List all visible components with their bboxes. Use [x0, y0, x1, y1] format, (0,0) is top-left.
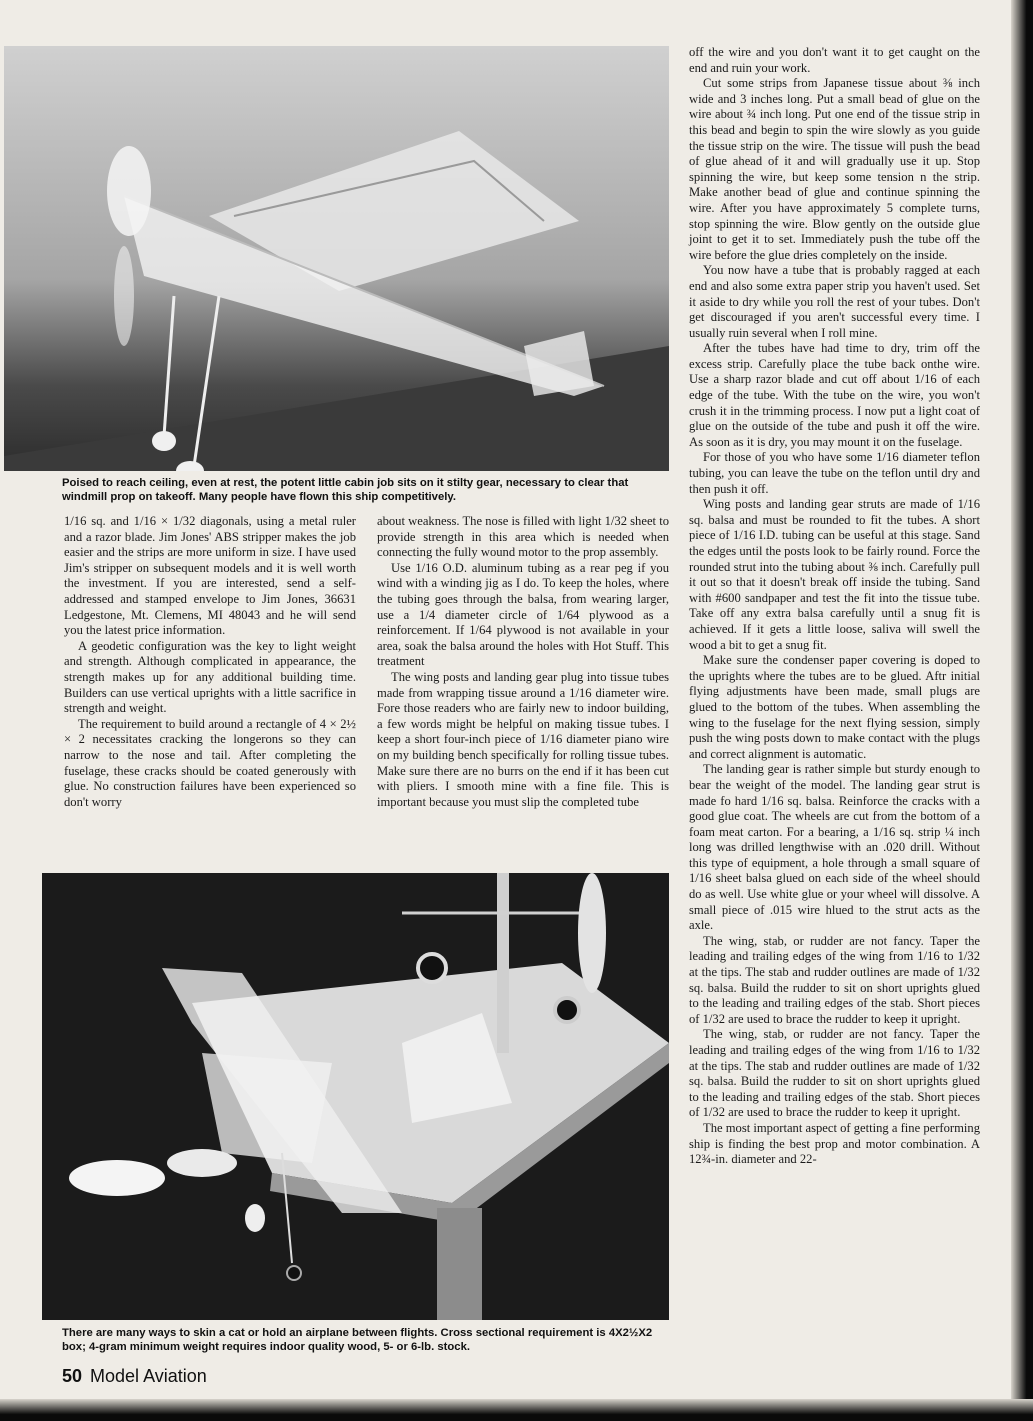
- paragraph: After the tubes have had time to dry, trim off the excess strip. Carefully place the tube back onthe wire. Use a sharp razor blade and cut off about 1/16 of each edge of the tube. With the tube on the wire, you won't crush it in the trimming process. I now put a light coat of glue on the outside of the tube and push it off the wire. As soon as it is dry, you may mount it on the fuselage.: [689, 341, 980, 449]
- paragraph: Use 1/16 O.D. aluminum tubing as a rear peg if you wind with a winding jig as I do. To keep the holes, where the tubing goes through the balsa, from wearing larger, use a 1/4 diameter circle of 1/64 plywood as a reinforcement. If 1/64 plywood is not available in your area, soak the balsa around the holes with Hot Stuff. This treatment: [377, 560, 669, 669]
- top-photo-illustration: [4, 46, 669, 471]
- paragraph: The requirement to build around a rectangle of 4 × 2½ × 2 necessitates cracking the longerons so they can narrow to the nose and tail. After completing the fuselage, these cracks should be coated generously with glue. No construction failures have been experienced so don't worry: [64, 716, 356, 809]
- page-shadow-bottom: [0, 1399, 1033, 1421]
- paragraph: The landing gear is rather simple but sturdy enough to bear the weight of the model. The landing gear strut is made fo hard 1/16 sq. balsa. Reinforce the cracks with a good glue coat. The wheels are cut from the bottom of a foam meat carton. For a bearing, a 1/16 sq. strip ¼ inch long was drilled lengthwise with an .020 drill. Without this type of equipment, a hole through a small square of 1/16 sheet balsa glued on each side of the wheel should do as well. Use white glue or your wheel will dissolve. A small piece of .015 wire hlued to the strut acts as the axle.: [689, 762, 980, 933]
- paragraph: The wing, stab, or rudder are not fancy. Taper the leading and trailing edges of the wing from 1/16 to 1/32 at the tips. The stab and rudder outlines are made of 1/32 sq. balsa. Build the rudder to sit on short uprights glued to the leading and trailing edges of the stab. Short pieces of 1/32 are used to brace the rudder to keep it upright.: [689, 933, 980, 1026]
- paragraph: Cut some strips from Japanese tissue about ⅜ inch wide and 3 inches long. Put a small bead of glue on the wire about ¾ inch long. Put one end of the tissue strip in this bead and begin to spin the wire slowly as you guide the tissue strip on the wire. The tissue will push the bead of glue ahead of it and will gradually use it up. Stop spinning the wire, but keep some tension n the strip. Make another bead of glue and continue spinning the wire. After you have approximately 5 complete turns, stop spinning the wire. Blow gently on the outside glue joint to get it to set. Immediately push the tube off the wire before the glue dries completely on the inside.: [689, 76, 980, 262]
- page-shadow-right: [1011, 0, 1033, 1421]
- bottom-photo: [42, 873, 669, 1320]
- paragraph: For those of you who have some 1/16 diameter teflon tubing, you can leave the tube on the teflon until dry and then push it off.: [689, 450, 980, 496]
- paragraph: about weakness. The nose is filled with light 1/32 sheet to provide strength in this area which is needed when connecting the fully wound motor to the prop assembly.: [377, 514, 669, 560]
- paragraph: The wing, stab, or rudder are not fancy. Taper the leading and trailing edges of the wing from 1/16 to 1/32 at the tips. The stab and rudder outlines are made of 1/32 sq. balsa. Build the rudder to sit on short uprights glued to the leading and trailing edges of the stab. Short pieces of 1/32 are used to brace the rudder to keep it upright.: [689, 1027, 980, 1120]
- text-column-left: [64, 514, 356, 810]
- text-column-right: [689, 45, 980, 1168]
- paragraph: A geodetic configuration was the key to light weight and strength. Although complicated in appearance, the strength makes up for any additional building time. Builders can use vertical uprights with a little sacrifice in strength and weight.: [64, 638, 356, 716]
- bottom-photo-illustration: [42, 873, 669, 1320]
- top-photo: [4, 46, 669, 471]
- paragraph: You now have a tube that is probably ragged at each end and also some extra paper strip you haven't used. Set it aside to dry while you roll the rest of your tubes. Don't get discouraged if you aren't successful every time. I usually ruin several when I roll mine.: [689, 263, 980, 340]
- paragraph: 1/16 sq. and 1/16 × 1/32 diagonals, using a metal ruler and a razor blade. Jim Jones' ABS stripper makes the job easier and the strips are more uniform in size. I have used Jim's stripper on subsequent models and it is well worth the investment. If you are interested, send a self-addressed and stamped envelope to Jim Jones, 36631 Ledgestone, Mt. Clemens, MI 48043 and he will send you the latest price information.: [64, 514, 356, 638]
- paragraph: The wing posts and landing gear plug into tissue tubes made from wrapping tissue around a 1/16 diameter wire. Fore those readers who are fairly new to indoor building, a few words might be helpful on making tissue tubes. I keep a short four-inch piece of 1/16 diameter piano wire on my building bench specifically for rolling tissue tubes. Make sure there are no burrs on the end if it has been cut with pliers. I smooth mine with a fine file. This is important because you must slip the completed tube: [377, 669, 669, 809]
- magazine-name: Model Aviation: [90, 1366, 207, 1386]
- paragraph: The most important aspect of getting a fine performing ship is finding the best prop and motor combination. A 12¾-in. diameter and 22-: [689, 1120, 980, 1167]
- paragraph: Make sure the condenser paper covering is doped to the uprights where the tubes are to be glued. Aftr initial flying adjustments have been made, small plugs are glued to the bottom of the tubes. When assembling the wing to the fuselage for the next flying session, simply push the wing posts down to make contact with the plugs and correct alignment is automatic.: [689, 653, 980, 761]
- top-photo-caption: Poised to reach ceiling, even at rest, the potent little cabin job sits on it stilty gear, necessary to clear that windmill prop on takeoff. Many people have flown this ship competitively.: [62, 477, 629, 503]
- paragraph: off the wire and you don't want it to get caught on the end and ruin your work.: [689, 45, 980, 75]
- text-column-middle: [377, 514, 669, 810]
- page-number: 50: [62, 1366, 83, 1386]
- paragraph: Wing posts and landing gear struts are made of 1/16 sq. balsa and must be rounded to fit the tubes. A short piece of 1/16 I.D. tubing can be useful at this stage. Sand the edges until the posts look to be fairly round. Force the rounded strut into the tubing about ⅜ inch. Carefully pull it out so that it doesn't break off inside the tubing. Sand with #600 sandpaper and test the fit into the tissue tube. Take off any extra balsa carefully until a snug fit is achieved. If it gets a little loose, saliva will swell the wood a bit to get a snug fit.: [689, 497, 980, 652]
- page-folio: [62, 1366, 207, 1387]
- bottom-photo-caption: There are many ways to skin a cat or hold an airplane between flights. Cross sectional requirement is 4X2½X2 box; 4-gram minimum weight requires indoor quality wood, 5- or 6-lb. stock.: [62, 1327, 653, 1353]
